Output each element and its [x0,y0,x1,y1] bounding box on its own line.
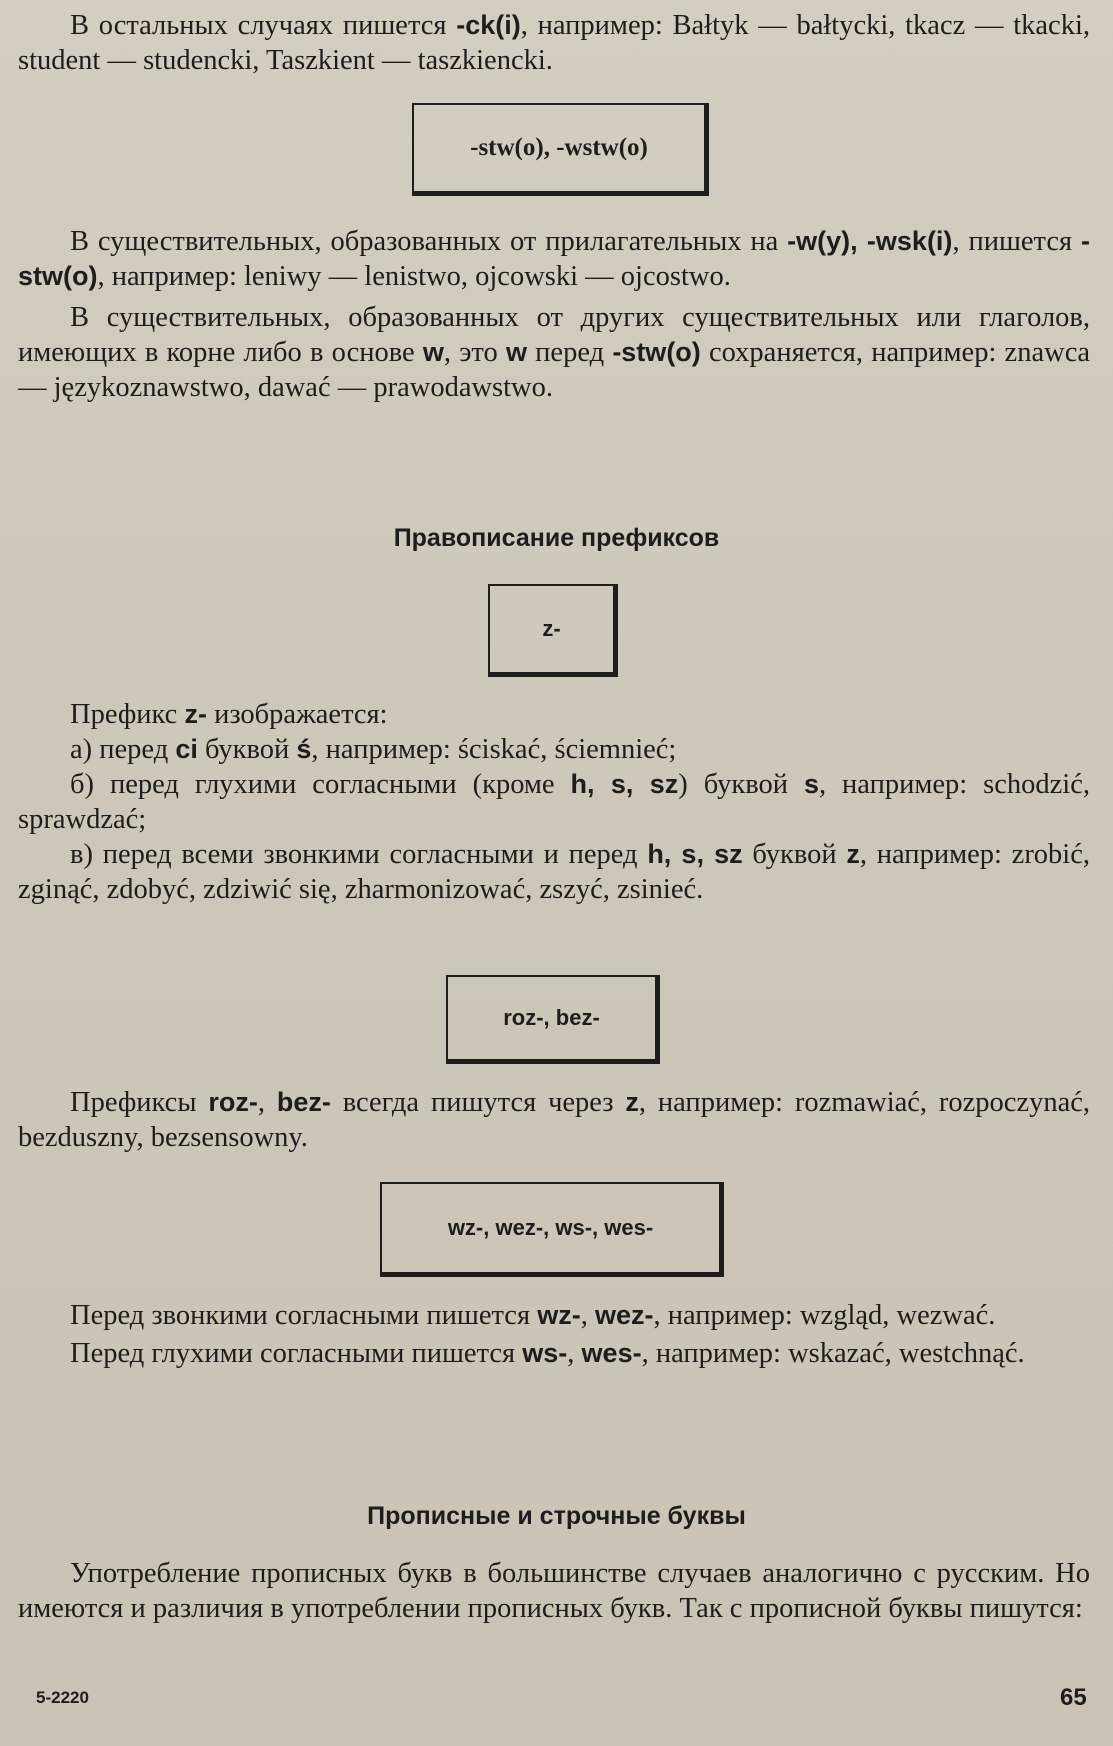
text-run: , пишется [952,226,1082,257]
paragraph-1 [18,8,1090,78]
bold-term: z [846,839,860,869]
text-run: , например: ściskać, ściemnieć; [311,734,677,765]
paragraph-ck-rule [18,8,1090,78]
bold-term: h, s, sz [647,839,743,869]
text-run: В существительных, образованных от прилагательных на [70,226,788,257]
bold-term: wes- [581,1338,642,1368]
text-run: , это [443,337,506,368]
text-run: сохраняется, например: znawca — językoznawstwo, dawać — prawodawstwo. [18,337,1090,403]
page-number: 65 [1060,1684,1087,1711]
bold-term: ws- [522,1338,568,1368]
list-item-c [18,837,1090,907]
text-run: , например: wzgląd, wezwać. [653,1300,996,1331]
bold-term: -ck(i) [456,10,521,40]
text-run: , [567,1338,582,1369]
rule-box-wz [380,1182,724,1277]
text-run: а) перед [70,734,176,765]
rule-box-stw-label: -stw(o), -wstw(o) [470,134,648,161]
text-run: В существительных, образованных от других существительных или глаголов, имеющих в корне либо в основе [18,302,1090,368]
text-run: Префикс [70,699,185,730]
rule-box-z [488,584,618,677]
bold-term: roz- [208,1087,258,1117]
text-run: изображается: [206,699,388,730]
section-heading-prefixes: Правописание префиксов [393,524,720,552]
list-item-a [18,732,1090,767]
bold-term: ś [296,734,312,764]
bold-term: w [422,337,444,367]
bold-term: -stw(o) [18,226,1091,291]
bold-term: z- [184,699,207,729]
bold-term: s [803,769,819,799]
rule-box-roz-bez [446,975,660,1064]
bold-term: h, s, sz [570,769,679,799]
section-heading-capitals: Прописные и строчные буквы [367,1502,746,1530]
bold-term: z [625,1087,639,1117]
text-run: , например: leniwy — lenistwo, ojcowski — ojcostwo. [97,261,731,292]
text-run: Перед звонкими согласными пишется [70,1300,538,1331]
text-run: буквой [197,734,297,765]
text-run: всегда пишутся через [330,1087,626,1118]
paragraph-capitals-block [18,1556,1090,1626]
bold-term: bez- [276,1087,331,1117]
paragraph-9 [18,1298,1090,1333]
bold-term: -stw(o) [612,337,701,367]
paragraph-4 [18,697,1090,732]
rule-box-roz-bez-label: roz-, bez- [503,1005,600,1030]
rule-box-wz-label: wz-, wez-, ws-, wes- [447,1215,654,1240]
paragraph-8 [18,1085,1090,1155]
paragraph-roz-bez-block [18,1085,1090,1155]
text-run: в) перед всеми звонкими согласными и перед [70,839,648,870]
text-run: , например: zrobić, zginąć, zdobyć, zdziwić się, zharmonizować, zszyć, zsinieć. [18,839,1091,905]
paragraph-10 [18,1336,1090,1371]
bold-term: -w(y), -wsk(i) [787,226,953,256]
text-run: Префиксы [70,1087,209,1118]
printer-signature: 5-2220 [36,1688,89,1707]
text-run: , например: wskazać, westchnąć. [641,1338,1025,1369]
text-run: Употребление прописных букв в большинстве случаев аналогично с русским. Но имеются и различия в употреблении прописных букв. Так с прописной буквы пишутся: [18,1558,1090,1624]
text-run: , например: schodzić, sprawdzać; [18,769,1090,835]
paragraph-z-block [18,697,1090,907]
text-run: , например: Bałtyk — bałtycki, tkacz — tkacki, student — studencki, Taszkient — taszkiencki. [18,10,1090,76]
rule-box-stw [412,103,709,196]
text-run: ) буквой [678,769,804,800]
text-run: перед [526,337,613,368]
text-run: , [580,1300,595,1331]
text-run: В остальных случаях пишется [70,10,457,41]
paragraph-11 [18,1556,1090,1626]
text-run: , [257,1087,277,1118]
paragraph-3 [18,300,1090,405]
list-item-b [18,767,1090,837]
bold-term: w [505,337,527,367]
text-run: , например: rozmawiać, rozpoczynać, bezduszny, bezsensowny. [18,1087,1091,1153]
bold-term: wz- [537,1300,581,1330]
text-run: Перед глухими согласными пишется [70,1338,523,1369]
paragraph-2 [18,224,1090,294]
text-run: буквой [742,839,847,870]
paragraph-wz-block [18,1298,1090,1371]
text-run: б) перед глухими согласными (кроме [70,769,571,800]
bold-term: ci [175,734,198,764]
rule-box-z-label: z- [542,616,561,641]
paragraph-stw-block [18,224,1090,405]
bold-term: wez- [594,1300,654,1330]
